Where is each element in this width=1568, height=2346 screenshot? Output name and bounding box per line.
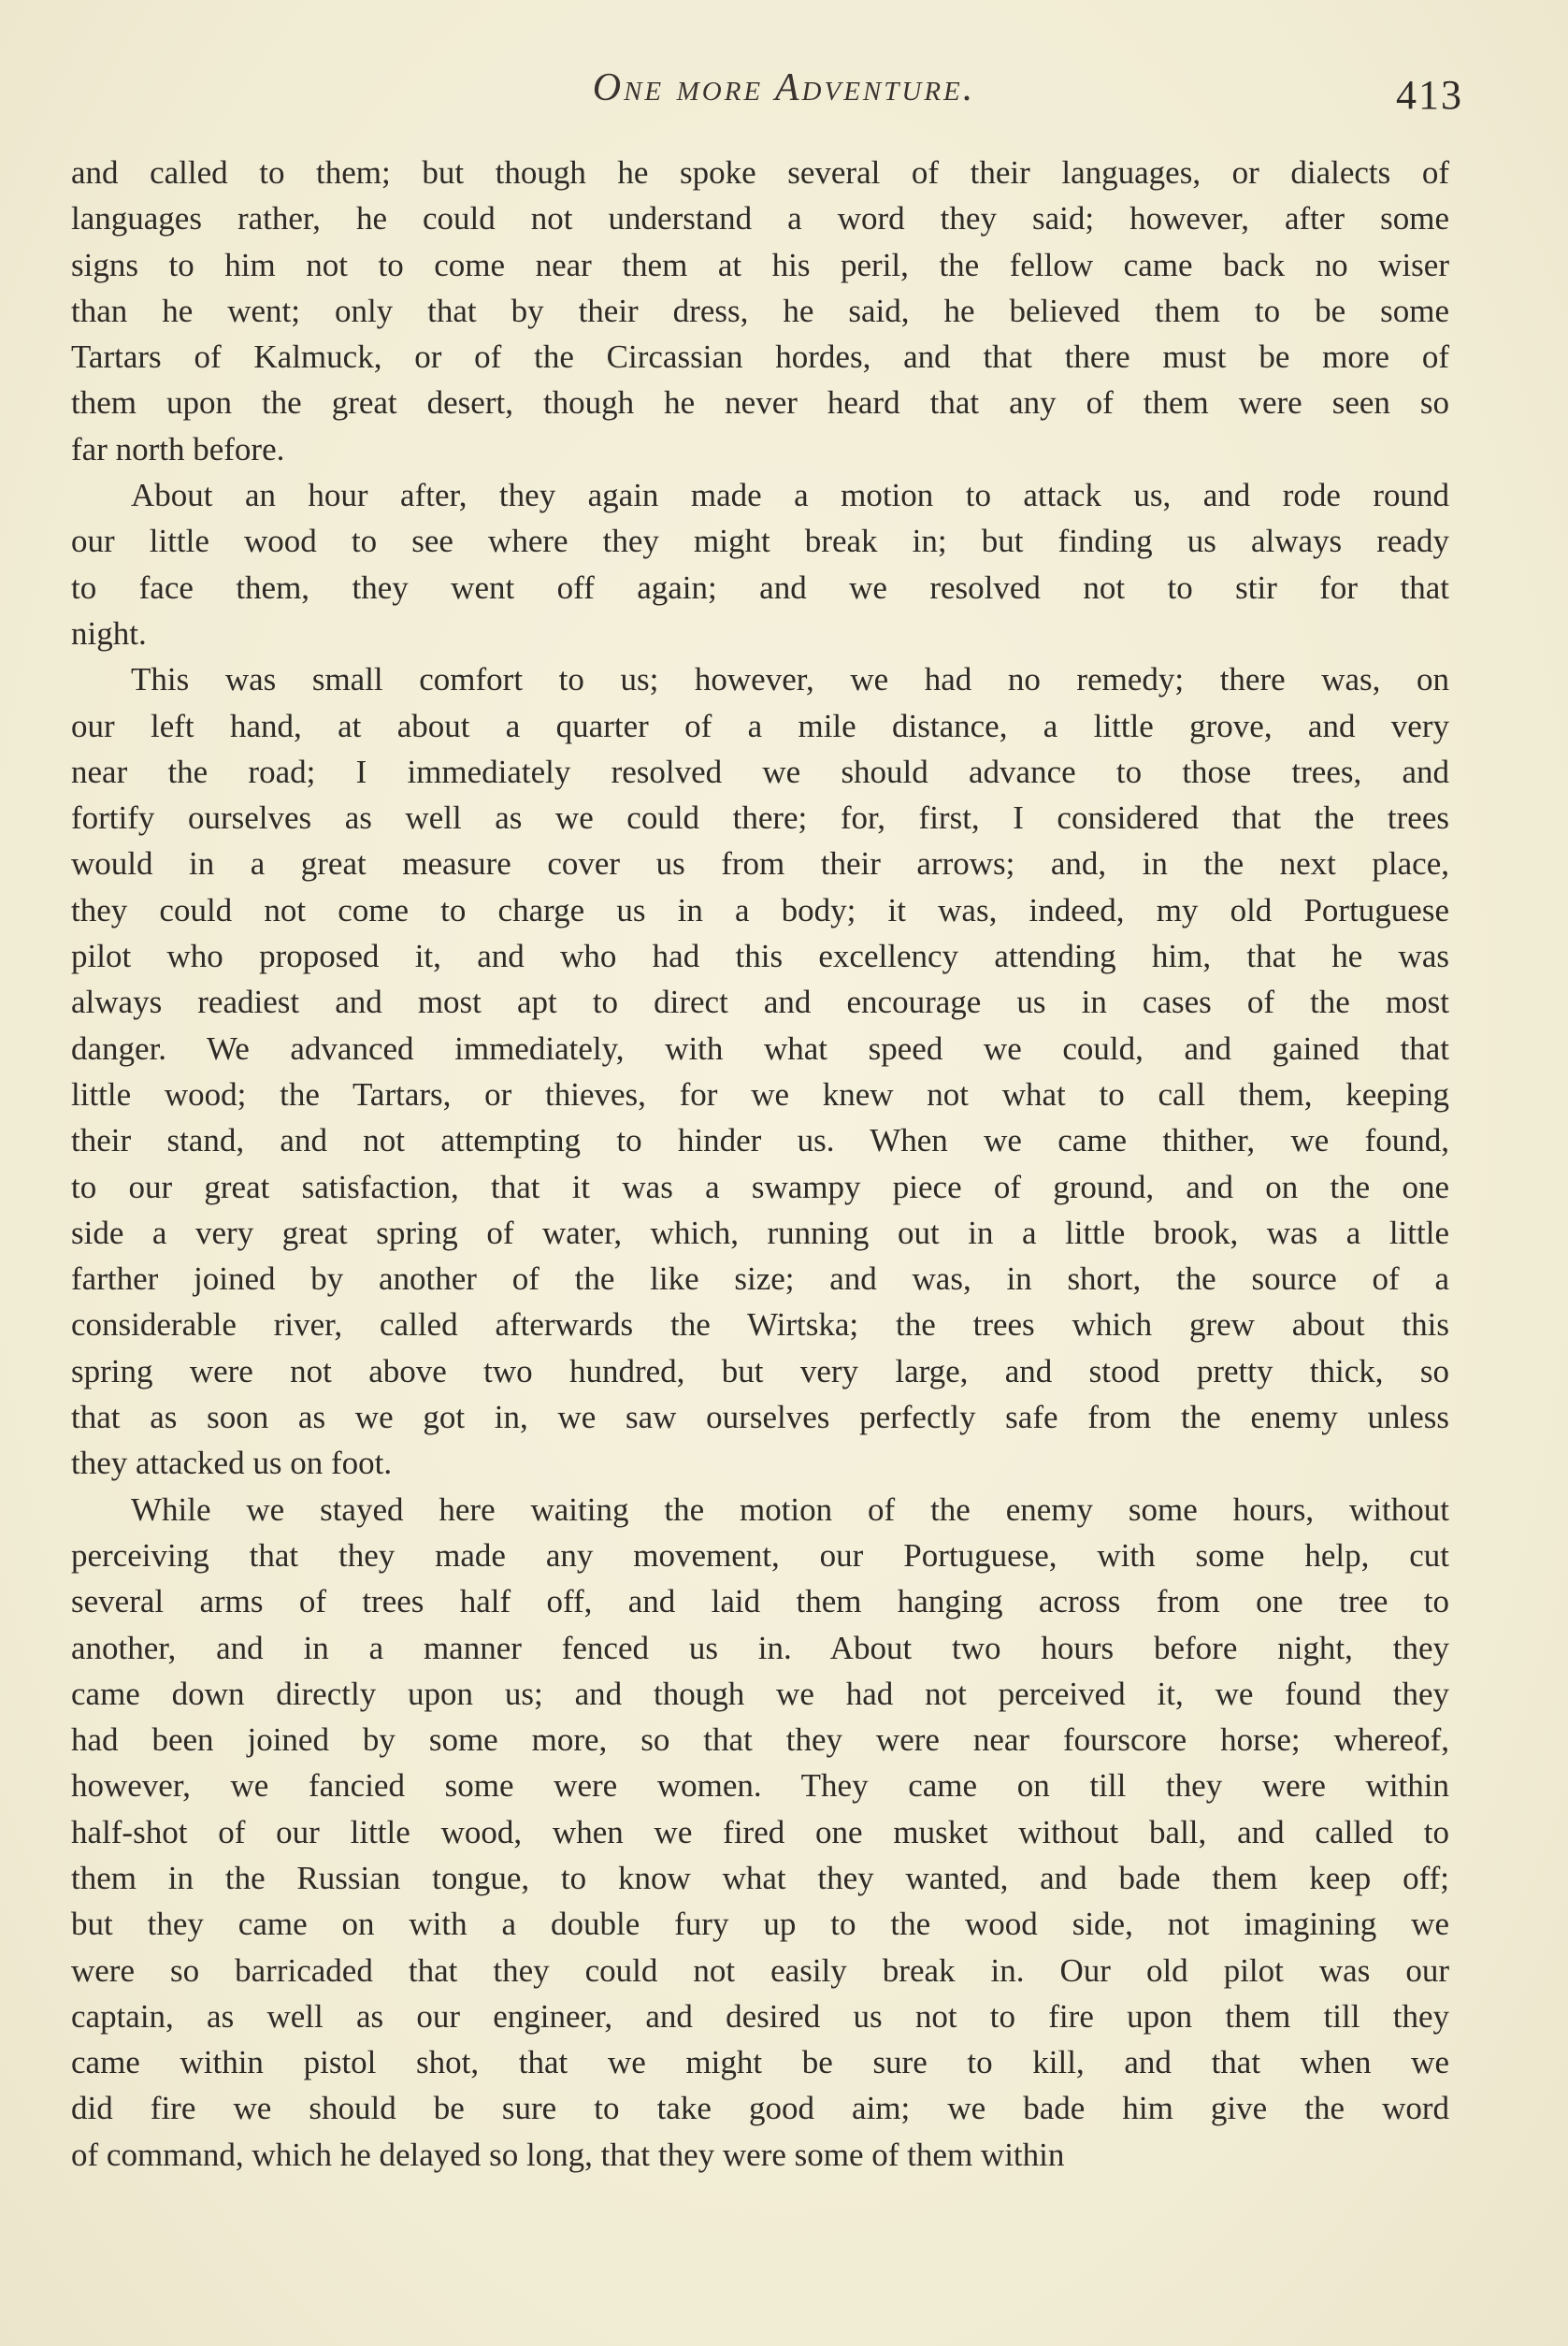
text-line: our little wood to see where they might break in; but finding us always ready xyxy=(71,523,1449,560)
text-line: signs to him not to come near them at his peril, the fellow came back no wiser xyxy=(71,246,1449,283)
text-line: While we stayed here waiting the motion of the enemy some hours, without xyxy=(131,1490,1449,1528)
text-line: that as soon as we got in, we saw ourselves perfectly safe from the enemy unless xyxy=(71,1399,1449,1436)
text-line: came within pistol shot, that we might be sure to kill, and that when we xyxy=(71,2044,1449,2081)
text-line: did fire we should be sure to take good aim; we bade him give the word xyxy=(71,2090,1449,2127)
text-line: fortify ourselves as well as we could there; for, first, I considered that the trees xyxy=(71,799,1449,837)
text-line: far north before. xyxy=(71,430,285,468)
text-line: but they came on with a double fury up to the wood side, not imagining we xyxy=(71,1906,1449,1943)
paragraph xyxy=(71,150,1449,472)
text-line: of command, which he delayed so long, that they were some of them within xyxy=(71,2136,1065,2173)
text-line: perceiving that they made any movement, our Portuguese, with some help, cut xyxy=(71,1536,1449,1574)
text-line: night. xyxy=(71,614,147,652)
text-line: they attacked us on foot. xyxy=(71,1445,393,1482)
text-line: came down directly upon us; and though we had not perceived it, we found they xyxy=(71,1675,1449,1712)
text-line: This was small comfort to us; however, we had no remedy; there was, on xyxy=(131,661,1449,698)
text-line: to face them, they went off again; and we resolved not to stir for that xyxy=(71,569,1449,606)
text-line: half-shot of our little wood, when we fired one musket without ball, and called to xyxy=(71,1813,1449,1850)
page-number: 413 xyxy=(1396,72,1463,118)
running-head: One more Adventure. xyxy=(592,66,976,109)
text-line: little wood; the Tartars, or thieves, for we knew not what to call them, keeping xyxy=(71,1075,1449,1113)
text-line: considerable river, called afterwards the Wirtska; the trees which grew about this xyxy=(71,1306,1449,1344)
text-line: side a very great spring of water, which, running out in a little brook, was a little xyxy=(71,1214,1449,1251)
text-line: them upon the great desert, though he never heard that any of them were seen so xyxy=(71,384,1449,422)
text-line: than he went; only that by their dress, he said, he believed them to be some xyxy=(71,292,1449,329)
paragraph xyxy=(71,472,1449,656)
text-line: would in a great measure cover us from their arrows; and, in the next place, xyxy=(71,845,1449,883)
text-line: near the road; I immediately resolved we should advance to those trees, and xyxy=(71,753,1449,790)
text-line: them in the Russian tongue, to know what they wanted, and bade them keep off; xyxy=(71,1859,1449,1896)
text-line: several arms of trees half off, and laid them hanging across from one tree to xyxy=(71,1583,1449,1620)
text-line: always readiest and most apt to direct and encourage us in cases of the most xyxy=(71,984,1449,1021)
text-line: their stand, and not attempting to hinder us. When we came thither, we found, xyxy=(71,1122,1449,1159)
text-line: spring were not above two hundred, but very large, and stood pretty thick, so xyxy=(71,1352,1449,1389)
paragraph xyxy=(71,1487,1449,2178)
text-line: to our great satisfaction, that it was a swampy piece of ground, and on the one xyxy=(71,1168,1449,1205)
text-line: had been joined by some more, so that they were near fourscore horse; whereof, xyxy=(71,1721,1449,1759)
text-line: About an hour after, they again made a motion to attack us, and rode round xyxy=(131,477,1449,514)
text-line: they could not come to charge us in a body; it was, indeed, my old Portuguese xyxy=(71,891,1449,928)
paragraph xyxy=(71,656,1449,1486)
body-text xyxy=(71,150,1449,2178)
text-line: and called to them; but though he spoke several of their languages, or dialects of xyxy=(71,154,1449,191)
text-line: Tartars of Kalmuck, or of the Circassian hordes, and that there must be more of xyxy=(71,338,1449,376)
page-header xyxy=(0,58,1568,123)
text-line: another, and in a manner fenced us in. About two hours before night, they xyxy=(71,1629,1449,1666)
text-line: danger. We advanced immediately, with what speed we could, and gained that xyxy=(71,1029,1449,1067)
text-line: our left hand, at about a quarter of a mile distance, a little grove, and very xyxy=(71,707,1449,744)
text-line: farther joined by another of the like size; and was, in short, the source of a xyxy=(71,1260,1449,1298)
text-line: were so barricaded that they could not easily break in. Our old pilot was our xyxy=(71,1951,1449,1989)
text-line: however, we fancied some were women. They came on till they were within xyxy=(71,1767,1449,1805)
text-line: pilot who proposed it, and who had this excellency attending him, that he was xyxy=(71,938,1449,975)
text-line: languages rather, he could not understand a word they said; however, after some xyxy=(71,200,1449,237)
text-line: captain, as well as our engineer, and desired us not to fire upon them till they xyxy=(71,1997,1449,2035)
